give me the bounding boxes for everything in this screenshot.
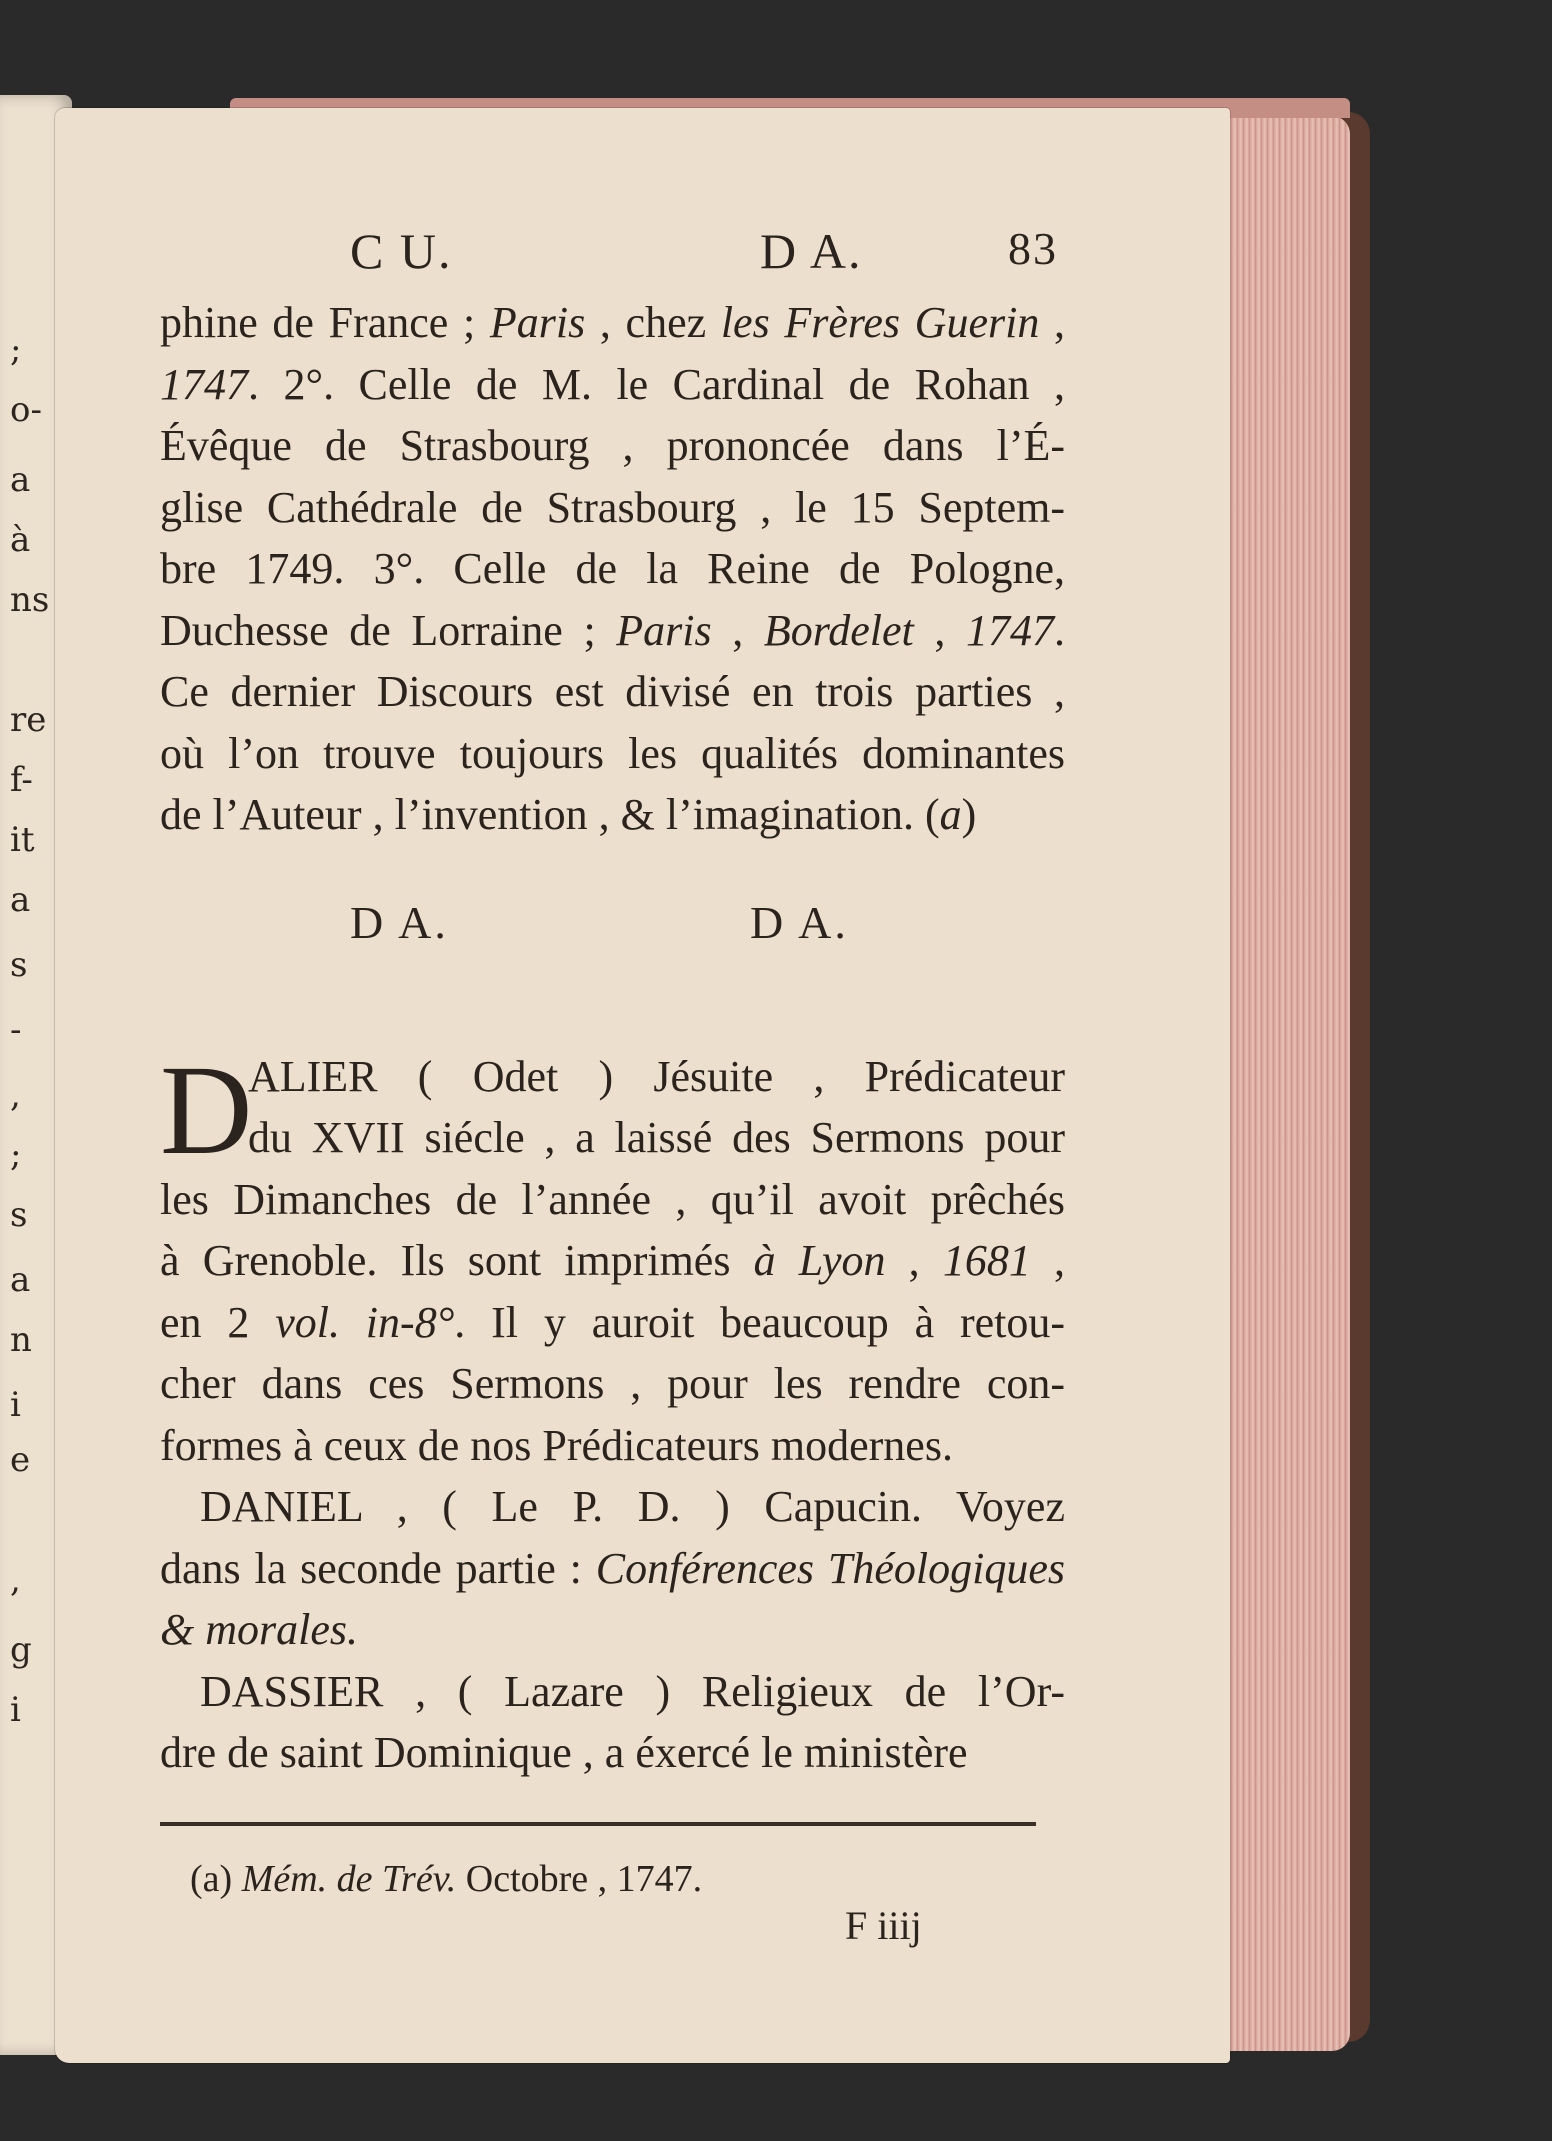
- left-page-fragment: f-: [10, 760, 33, 800]
- left-page-fragment: -: [10, 1010, 22, 1050]
- section-heading-left: D A.: [350, 896, 449, 948]
- text-line: DANIEL , ( Le P. D. ) Capucin. Voyez: [200, 1482, 1065, 1531]
- text-line: DASSIER , ( Lazare ) Religieux de l’Or-: [200, 1666, 1065, 1716]
- footnote-mark: (a): [190, 1858, 233, 1900]
- left-page-fragment: s: [10, 1195, 28, 1235]
- signature-mark: F iiij: [845, 1903, 922, 1948]
- text-line: Duchesse de Lorraine ; Paris , Bordelet , 1747.: [160, 605, 1065, 655]
- page-edges: [1220, 116, 1350, 2051]
- footnote-rule: [160, 1822, 1036, 1826]
- text-line: à Grenoble. Ils sont imprimés à Lyon , 1681 ,: [160, 1236, 1065, 1285]
- left-page-fragment: ,: [10, 1560, 21, 1600]
- footnote: [190, 1857, 702, 1901]
- text-line: cher dans ces Sermons , pour les rendre con-: [160, 1359, 1065, 1408]
- left-page-fragment: it: [10, 820, 35, 860]
- page-text: [160, 222, 1065, 1784]
- text-line: glise Cathédrale de Strasbourg , le 15 Septem-: [160, 482, 1065, 532]
- left-page-fragment: a: [10, 880, 31, 920]
- paragraph-continuation: [160, 292, 1065, 846]
- left-page-fragment: g: [10, 1630, 32, 1670]
- left-page-fragment: ;: [10, 1135, 22, 1175]
- drop-cap: D: [160, 1038, 253, 1181]
- left-page-fragment: e: [10, 1440, 31, 1480]
- running-head-left: C U.: [350, 223, 453, 279]
- text-line: & morales.: [160, 1605, 358, 1654]
- text-line: bre 1749. 3°. Celle de la Reine de Pologne,: [160, 544, 1065, 593]
- text-line: où l’on trouve toujours les qualités dominantes: [160, 728, 1065, 778]
- section-heading-right: D A.: [750, 896, 849, 948]
- entry-dassier: [160, 1661, 1065, 1784]
- text-line: formes à ceux de nos Prédicateurs modernes.: [160, 1420, 953, 1470]
- text-line: dans la seconde partie : Conférences Théologiques: [160, 1543, 1065, 1593]
- left-page-fragment: ns: [10, 580, 50, 620]
- section-heading: [160, 846, 1065, 1046]
- left-page-fragment: à: [10, 520, 31, 560]
- left-page-fragment: ,: [10, 1075, 21, 1115]
- left-page-fragment: a: [10, 460, 31, 500]
- text-line: Ce dernier Discours est divisé en trois parties ,: [160, 667, 1065, 716]
- entry-daniel: [160, 1476, 1065, 1661]
- text-line: ALIER ( Odet ) Jésuite , Prédicateur: [248, 1051, 1065, 1101]
- running-head-center: D A.: [760, 223, 863, 279]
- text-line: en 2 vol. in-8°. Il y auroit beaucoup à retou-: [160, 1297, 1066, 1347]
- left-page-fragment: i: [10, 1385, 21, 1425]
- text-line: dre de saint Dominique , a éxercé le ministère: [160, 1728, 968, 1777]
- left-page-fragment: n: [10, 1320, 32, 1360]
- left-page-fragment: i: [10, 1690, 21, 1730]
- text-line: les Dimanches de l’année , qu’il avoit prêchés: [160, 1174, 1065, 1224]
- entry-dalier: [160, 1038, 1066, 1477]
- entry-dalier-text: [160, 1038, 1066, 1477]
- running-head: [160, 222, 1065, 292]
- left-page-fragment: ;: [10, 330, 22, 370]
- footnote-date: Octobre , 1747.: [465, 1858, 703, 1900]
- left-page-fragment: a: [10, 1260, 31, 1300]
- text-line: phine de France ; Paris , chez les Frères Guerin ,: [160, 298, 1066, 347]
- footnote-source: Mém. de Trév.: [241, 1858, 457, 1900]
- left-page-fragment: s: [10, 945, 28, 985]
- text-line: du XVII siécle , a laissé des Sermons pour: [248, 1113, 1065, 1162]
- page-number: 83: [1008, 223, 1058, 274]
- text-line: 1747. 2°. Celle de M. le Cardinal de Rohan ,: [160, 359, 1065, 409]
- left-page-fragment: o-: [10, 390, 42, 430]
- left-page-fragment: re: [10, 700, 47, 740]
- text-line: de l’Auteur , l’invention , & l’imagination. (a): [160, 790, 977, 839]
- text-line: Évêque de Strasbourg , prononcée dans l’É-: [160, 421, 1065, 470]
